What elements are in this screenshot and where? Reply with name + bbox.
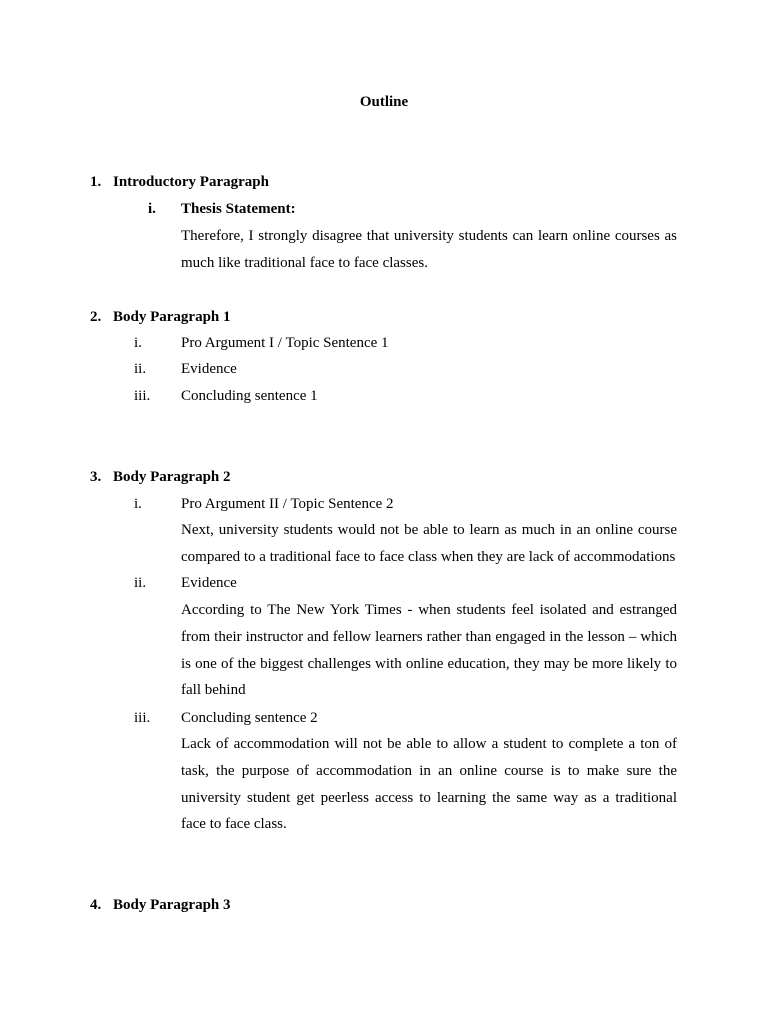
section-heading-1 (90, 172, 269, 192)
section-heading-4 (90, 895, 231, 915)
section-number: 3. (90, 469, 102, 485)
section-number: 1. (90, 174, 102, 190)
item-label: Concluding sentence 1 (181, 388, 318, 404)
page-title: Outline (359, 94, 409, 110)
item-text: According to The New York Times - when students feel isolated and estranged from their instructor and fellow learners rather than engaged in the lesson – which is one of the biggest challenges with online education, they may be more likely to fall behind (181, 602, 677, 699)
item-label: Pro Argument II / Topic Sentence 2 (181, 496, 394, 512)
section-number: 2. (90, 309, 102, 325)
item-marker: iii. (134, 388, 151, 404)
item-label: Evidence (181, 575, 237, 591)
section-heading-3 (90, 467, 231, 487)
item-text: Next, university students would not be able to learn as much in an online course compared to a traditional face to face class when they are lack of accommodations (181, 522, 677, 565)
item-marker: iii. (134, 710, 151, 726)
section-title: Introductory Paragraph (113, 174, 269, 190)
item-marker: i. (148, 201, 156, 217)
section-number: 4. (90, 897, 102, 913)
section-title: Body Paragraph 3 (113, 897, 231, 913)
item-text: Lack of accommodation will not be able to allow a student to complete a ton of task, the purpose of accommodation in an online course is to make sure the university student get peerless access to learning the same way as a traditional face to face class. (181, 736, 677, 833)
item-marker: i. (134, 496, 142, 512)
thesis-text: Therefore, I strongly disagree that university students can learn online courses as much like traditional face to face classes. (181, 228, 677, 271)
item-marker: ii. (134, 575, 147, 591)
section-heading-2 (90, 307, 231, 327)
item-marker: ii. (134, 361, 147, 377)
item-label: Concluding sentence 2 (181, 710, 318, 726)
section-title: Body Paragraph 2 (113, 469, 231, 485)
thesis-label: Thesis Statement: (181, 201, 296, 217)
item-label: Pro Argument I / Topic Sentence 1 (181, 335, 389, 351)
item-marker: i. (134, 335, 142, 351)
section-title: Body Paragraph 1 (113, 309, 231, 325)
item-label: Evidence (181, 361, 237, 377)
